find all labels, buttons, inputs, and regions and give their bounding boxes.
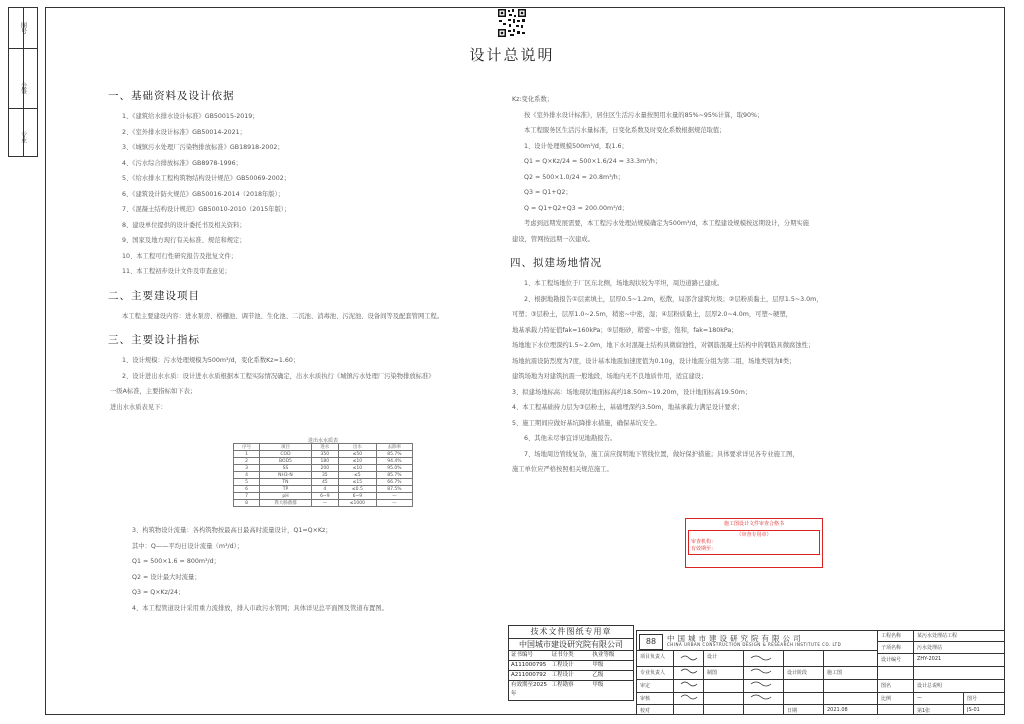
tech-stamp-row (509, 671, 633, 681)
table-cell: 8 (234, 500, 260, 507)
site-item: 建筑场地为对建筑抗震一般地段，场地内无不良地质作用，适宜建设； (512, 373, 708, 380)
table-cell: BOD5 (260, 458, 312, 465)
signature-marks (749, 653, 779, 708)
label-designed: 设计 (707, 654, 718, 660)
table-cell: 200 (311, 465, 338, 472)
company-name-en: CHINA URBAN CONSTRUCTION DESIGN & RESEARCH INSTITUTE CO. LTD (667, 642, 842, 647)
table-cell: 4 (311, 486, 338, 493)
basis-item: 5、《给水排水工程构筑物结构设计规范》GB50069-2002； (122, 175, 291, 182)
review-stamp-line: 审查机构： (691, 539, 717, 545)
site-item: 场地抗震设防烈度为7度，设计基本地震加速度值为0.10g，设计地震分组为第二组，场地类别为Ⅱ类； (512, 357, 796, 365)
indicator-item: 一级A标准，主要指标如下表； (110, 388, 197, 395)
label-scale: 比例 (881, 696, 892, 702)
indicator-tail: 3、构筑物设计流量：各构筑物按最高日最高时流量设计，Q1=Q×Kz； (132, 527, 332, 534)
right-text-line: Q1 = Q×Kz/24 = 500×1.6/24 = 33.3m³/h； (524, 158, 662, 165)
right-text-line: 按《室外排水设计标准》，居住区生活污水量按照用水量的85%~95%计算，取90%； (524, 111, 764, 119)
table-cell: ≤15 (338, 479, 376, 486)
tech-stamp-cell: 证书编号 (511, 652, 534, 658)
table-cell: 95.0% (376, 465, 412, 472)
site-item: 3、拟建场地标高：场地现状地面标高约18.50m~19.20m，设计地面标高19.50m； (512, 388, 752, 396)
right-text-line: 1、设计处理规模500m³/d，取1.6； (524, 142, 628, 150)
table-cell: pH (260, 493, 312, 500)
table-cell: 2 (234, 458, 260, 465)
table-cell: 85.7% (376, 472, 412, 479)
indicator-tail: 其中：Q——平均日设计流量（m³/d）； (132, 542, 244, 550)
right-text-line: Q3 = Q1+Q2； (524, 189, 572, 196)
review-stamp-line: 有效期至： (691, 546, 717, 552)
value-design-no: ZHY-2021 (917, 656, 942, 662)
document-title: 设计总说明 (469, 46, 555, 64)
tech-stamp-cell: A211000792 (511, 672, 547, 678)
tech-stamp-cell: 执业等级 (592, 652, 615, 658)
label-proofread: 校对 (640, 708, 651, 714)
label-stage: 设计阶段 (787, 670, 808, 676)
indicator-tail: 4、本工程管道设计采用重力流排放，排入市政污水管网；具体详见总平面图及管道布置图。 (132, 604, 388, 612)
site-item: 可塑；③层粉土，层厚1.0~2.5m，稍密~中密，湿；④层粉质黏土，层厚2.0~4.0m，可塑~硬塑， (512, 311, 792, 318)
left-column (110, 80, 495, 616)
review-stamp (685, 518, 823, 568)
table-cell: COD (260, 451, 312, 458)
table-row (234, 493, 413, 500)
table-header-cell: 项目 (260, 444, 312, 451)
tech-document-stamp (508, 625, 634, 701)
site-item: 1、本工程场地位于厂区东北侧，场地现状较为平坦，周边道路已建成。 (524, 280, 724, 287)
table-cell: — (376, 500, 412, 507)
basis-item: 9、国家及地方现行有关标准、规范和规定； (122, 237, 246, 244)
tech-stamp-cell: 工程设计 (551, 672, 574, 678)
margin-cell-2: 会签 (9, 68, 37, 109)
tech-stamp-company: 中国城市建设研究院有限公司 (509, 639, 633, 651)
table-cell: 87.5% (376, 486, 412, 493)
value-project-name: 某污水处理站工程 (917, 633, 958, 639)
table-cell: 粪大肠菌群 (260, 500, 312, 507)
value-scale: — (917, 695, 922, 701)
basis-item: 3、《城镇污水处理厂污染物排放标准》GB18918-2002； (122, 144, 284, 151)
right-text-line: Q2 = 500×1.0/24 = 20.8m³/h； (524, 173, 625, 181)
label-professional: 专业负责人 (640, 670, 666, 676)
table-header-cell: 出水 (338, 444, 376, 451)
table-cell: TP (260, 486, 312, 493)
table-header-cell: 序号 (234, 444, 260, 451)
table-cell: 5 (234, 479, 260, 486)
table-row (234, 479, 413, 486)
basis-item: 6、《建筑设计防火规范》GB50016-2014（2018年版）； (122, 190, 285, 198)
tech-stamp-row (509, 651, 633, 661)
table-row (234, 451, 413, 458)
quality-table-title: 进出水水质表 (307, 438, 338, 444)
basis-item: 11、本工程初步设计文件及审查意见； (122, 268, 231, 275)
table-cell: 350 (311, 451, 338, 458)
review-stamp-line: 施工图设计文件审查合格书 (723, 521, 784, 527)
tech-stamp-cell: 证书分类 (551, 652, 574, 658)
value-date: 2021.08 (827, 707, 848, 713)
label-date: 日期 (787, 708, 798, 714)
value-stage: 施工图 (827, 670, 843, 676)
table-cell: 4 (234, 472, 260, 479)
label-approved: 审定 (640, 683, 651, 689)
construction-items-text: 本工程主要建设内容：进水泵房、格栅池、调节池、生化池、二沉池、消毒池、污泥池、设备间等及配套管网工程。 (122, 312, 444, 320)
basis-item: 4、《污水综合排放标准》GB8978-1996； (122, 159, 242, 167)
table-cell: 6~9 (311, 493, 338, 500)
table-cell: NH3-N (260, 472, 312, 479)
table-row (234, 465, 413, 472)
site-item: 2、根据地勘报告①层素填土，层厚0.5~1.2m，松散，局部含建筑垃圾；②层粉质黏土，层厚1.5~3.0m， (524, 295, 823, 303)
table-row (234, 472, 413, 479)
value-drawing-no: JS-01 (967, 707, 980, 713)
value-sheet: 第1张 (917, 708, 931, 714)
right-text-line: 建设，管网按远期一次建成。 (512, 235, 594, 243)
site-item: 场地地下水位埋深约1.5~2.0m，地下水对混凝土结构具微腐蚀性，对钢筋混凝土结构中的钢筋具微腐蚀性； (512, 342, 815, 349)
site-item: 4、本工程基础持力层为③层粉土，基础埋深约3.50m，地基承载力满足设计要求； (512, 404, 744, 411)
section-4-heading: 四、拟建场地情况 (510, 257, 602, 269)
table-row (234, 458, 413, 465)
table-cell: 94.4% (376, 458, 412, 465)
tech-stamp-cell: 甲级 (592, 682, 604, 688)
title-block (636, 630, 1005, 715)
tech-stamp-row (509, 661, 633, 671)
table-cell: — (311, 500, 338, 507)
indicator-item: 2、设计进出水水质：设计进水水质根据本工程实际情况确定，出水水质执行《城镇污水处理厂污染物排放标准》 (122, 372, 435, 380)
table-cell: 1 (234, 451, 260, 458)
basis-item: 7、《混凝土结构设计规范》GB50010-2010（2015年版）； (122, 206, 291, 213)
table-cell: ≤1000 (338, 500, 376, 507)
value-sub-project: 污水处理站 (917, 645, 943, 651)
site-item: 地基承载力特征值fak=160kPa；⑤层细砂，稍密~中密，饱和，fak=180kPa； (512, 326, 738, 334)
site-item: 7、场地周边管线复杂，施工前应探明地下管线位置，做好保护措施；具体要求详见各专业施工图， (524, 450, 799, 458)
quality-table (233, 443, 413, 507)
review-stamp-line: （审查专用章） (736, 532, 772, 538)
table-cell: 85.7% (376, 451, 412, 458)
table-cell: 45 (311, 479, 338, 486)
label-drawing-name: 图名 (881, 683, 892, 689)
binding-margin-strip (8, 7, 38, 157)
margin-cell-3: 专业 (19, 131, 27, 143)
table-cell: SS (260, 465, 312, 472)
label-drawn: 制图 (707, 670, 718, 676)
table-cell: 6~9 (338, 493, 376, 500)
basis-item: 10、本工程可行性研究报告及批复文件； (122, 252, 238, 260)
label-project-name: 工程名称 (881, 633, 902, 639)
tech-stamp-cell: 工程勘察 (551, 682, 574, 688)
table-header-row (234, 444, 413, 451)
margin-cell-1: 图号 (9, 8, 37, 49)
table-cell: 180 (311, 458, 338, 465)
table-cell: 35 (311, 472, 338, 479)
basis-item: 8、建设单位提供的设计委托书及相关资料； (122, 221, 246, 229)
tech-stamp-cell: 甲级 (592, 662, 604, 668)
table-cell: ≤10 (338, 465, 376, 472)
indicator-tail: Q1 = 500×1.6 = 800m³/d； (132, 558, 220, 565)
table-cell: TN (260, 479, 312, 486)
table-cell: 7 (234, 493, 260, 500)
right-text-line: 考虑到远期发展需要，本工程污水处理站规模确定为500m³/d，本工程建设规模按远期设计，分期实施 (524, 220, 809, 227)
label-design-no: 设计编号 (881, 657, 902, 663)
basis-item: 1、《建筑给水排水设计标准》GB50015-2019； (122, 113, 259, 120)
site-item: 5、施工期间应做好基坑降排水措施，确保基坑安全。 (512, 419, 661, 427)
indicator-tail: Q3 = Q×Kz/24； (132, 589, 185, 596)
table-cell: 3 (234, 465, 260, 472)
value-drawing-name: 设计总说明 (917, 683, 943, 689)
tech-stamp-cell: 有效期至2025年 (511, 682, 547, 697)
table-cell: — (376, 493, 412, 500)
indicator-item: 进出水水质表见下： (110, 403, 167, 411)
table-header-cell: 进水 (311, 444, 338, 451)
table-cell: ≤5 (338, 472, 376, 479)
right-text-line: Kz:变化系数； (512, 96, 554, 103)
tech-stamp-cell: 乙级 (592, 672, 604, 678)
table-row (234, 486, 413, 493)
company-logo-icon: 88 (639, 634, 663, 650)
table-cell: 66.7% (376, 479, 412, 486)
right-column (512, 92, 882, 478)
table-row (234, 500, 413, 507)
right-text-line: 本工程服务区生活污水量标准，日变化系数及时变化系数根据规范取值； (524, 127, 726, 134)
company-name-cn: 中国城市建设研究院有限公司 (667, 634, 804, 643)
qr-code-icon (497, 8, 527, 38)
site-item: 施工单位应严格按照相关规范施工。 (512, 466, 613, 473)
tech-stamp-cell: A111000795 (511, 662, 547, 668)
site-item: 6、其他未尽事宜详见地勘报告。 (524, 435, 617, 442)
table-cell: ≤10 (338, 458, 376, 465)
label-sub-project: 子项名称 (881, 645, 902, 651)
table-cell: ≤0.5 (338, 486, 376, 493)
label-principal: 项目负责人 (640, 654, 666, 660)
section-3-heading: 三、主要设计指标 (108, 334, 200, 346)
signature-marks (679, 653, 699, 708)
tech-stamp-row (509, 681, 633, 697)
section-2-heading: 二、主要建设项目 (108, 289, 200, 302)
indicator-tail: Q2 = 设计最大时流量； (132, 573, 201, 581)
basis-item: 2、《室外排水设计标准》GB50014-2021； (122, 128, 246, 136)
table-header-cell: 去除率 (376, 444, 412, 451)
table-cell: ≤50 (338, 451, 376, 458)
indicator-item: 1、设计规模：污水处理规模为500m³/d，变化系数Kz=1.60； (122, 357, 300, 364)
section-1-heading: 一、基础资料及设计依据 (108, 90, 235, 102)
tech-stamp-cell: 工程设计 (551, 662, 574, 668)
table-cell: 6 (234, 486, 260, 493)
tech-stamp-title: 技术文件图纸专用章 (509, 626, 633, 639)
right-text-line: Q = Q1+Q2+Q3 = 200.00m³/d； (524, 204, 629, 212)
label-drawing-no: 图号 (967, 696, 978, 702)
label-checked: 审核 (640, 696, 651, 702)
